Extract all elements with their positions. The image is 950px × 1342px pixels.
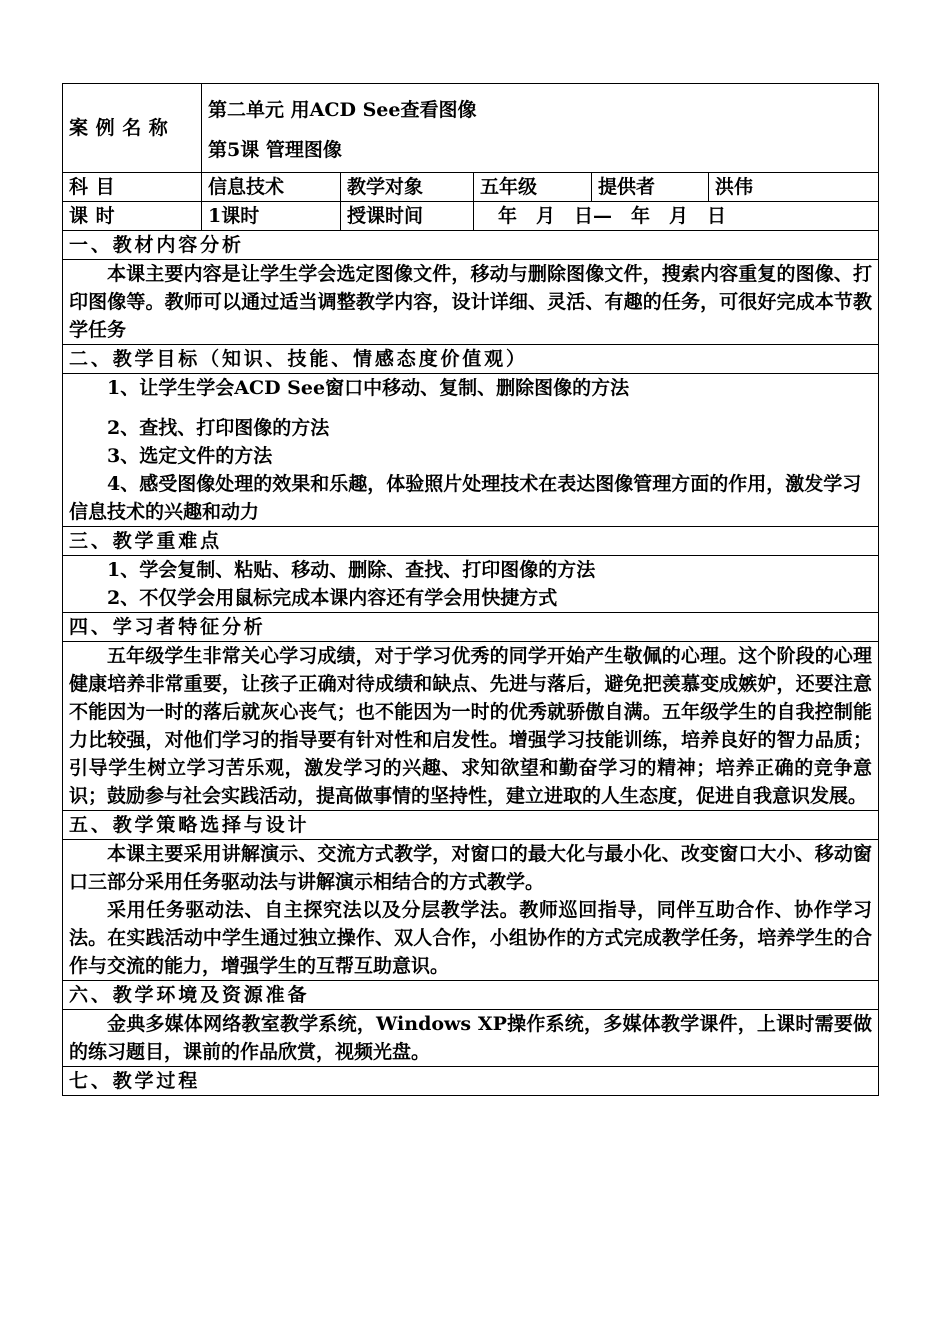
subject-value: 信息技术 [202, 173, 341, 202]
section-1-body-row [63, 260, 879, 345]
section-3-title-row [63, 527, 879, 556]
subject-label: 科目 [63, 173, 202, 202]
audience-label: 教学对象 [341, 173, 474, 202]
case-name-value [202, 84, 879, 173]
section-4-title-row [63, 613, 879, 642]
section-5-title-row [63, 811, 879, 840]
hours-value: 1课时 [202, 202, 341, 231]
section-4-body-row [63, 642, 879, 811]
section-1-body: 本课主要内容是让学生学会选定图像文件，移动与删除图像文件，搜索内容重复的图像、打印图像等。教师可以通过适当调整教学内容，设计详细、灵活、有趣的任务，可很好完成本节教学任务 [63, 260, 879, 345]
section-5-title: 五、教学策略选择与设计 [63, 811, 879, 840]
section-1-title: 一、教材内容分析 [63, 231, 879, 260]
section-5-body-row [63, 840, 879, 981]
section-4-title: 四、学习者特征分析 [63, 613, 879, 642]
section-6-title: 六、教学环境及资源准备 [63, 981, 879, 1010]
section-4-body: 五年级学生非常关心学习成绩，对于学习优秀的同学开始产生敬佩的心理。这个阶段的心理健康培养非常重要，让孩子正确对待成绩和缺点、先进与落后，避免把羡慕变成嫉妒，还要注意不能因为一时的落后就灰心丧气；也不能因为一时的优秀就骄傲自满。五年级学生的自我控制能力比较强，对他们学习的指导要有针对性和启发性。增强学习技能训练，培养良好的智力品质；引导学生树立学习苦乐观，激发学习的兴趣、求知欲望和勤奋学习的精神；培养正确的竞争意识；鼓励参与社会实践活动，提高做事情的坚持性，建立进取的人生态度，促进自我意识发展。 [63, 642, 879, 811]
section-2-body [63, 374, 879, 527]
provider-value: 洪伟 [709, 173, 879, 202]
section-2-body-row [63, 374, 879, 527]
audience-value: 五年级 [474, 173, 592, 202]
section-6-title-row [63, 981, 879, 1010]
section-3-body [63, 556, 879, 613]
unit-title: 第二单元 用ACD See查看图像 [208, 99, 477, 121]
section-5-body [63, 840, 879, 981]
strategy-paragraph-2: 采用任务驱动法、自主探究法以及分层教学法。教师巡回指导，同伴互助合作、协作学习法。在实践活动中学生通过独立操作、双人合作，小组协作的方式完成教学任务，培养学生的合作与交流的能力，增强学生的互帮互助意识。 [69, 899, 873, 977]
lesson-plan-table [62, 83, 879, 1096]
subject-row [63, 173, 879, 202]
case-name-row [63, 84, 879, 173]
section-6-body-row [63, 1010, 879, 1067]
case-name-label: 案例名称 [63, 84, 202, 173]
section-3-title: 三、教学重难点 [63, 527, 879, 556]
section-3-body-row [63, 556, 879, 613]
goal-item: 1、让学生学会ACD See窗口中移动、复制、删除图像的方法 [107, 377, 630, 399]
section-1-title-row [63, 231, 879, 260]
section-7-title-row [63, 1067, 879, 1096]
goal-item: 4、感受图像处理的效果和乐趣，体验照片处理技术在表达图像管理方面的作用，激发学习信息技术的兴趣和动力 [69, 473, 862, 523]
time-value: 年 月 日— 年 月 日 [474, 202, 879, 231]
key-point-item: 2、不仅学会用鼠标完成本课内容还有学会用快捷方式 [107, 587, 558, 609]
hours-label: 课时 [63, 202, 202, 231]
key-point-item: 1、学会复制、粘贴、移动、删除、查找、打印图像的方法 [107, 559, 596, 581]
goal-item: 3、选定文件的方法 [107, 445, 273, 467]
strategy-paragraph-1: 本课主要采用讲解演示、交流方式教学，对窗口的最大化与最小化、改变窗口大小、移动窗口三部分采用任务驱动法与讲解演示相结合的方式教学。 [69, 843, 873, 893]
section-6-body: 金典多媒体网络教室教学系统，Windows XP操作系统，多媒体教学课件，上课时需要做的练习题目，课前的作品欣赏，视频光盘。 [63, 1010, 879, 1067]
goal-item: 2、查找、打印图像的方法 [107, 417, 330, 439]
section-2-title: 二、教学目标（知识、技能、情感态度价值观） [63, 345, 879, 374]
section-2-title-row [63, 345, 879, 374]
section-7-title: 七、教学过程 [63, 1067, 879, 1096]
time-label: 授课时间 [341, 202, 474, 231]
lesson-title: 第5课 管理图像 [208, 139, 342, 161]
hours-row [63, 202, 879, 231]
provider-label: 提供者 [592, 173, 709, 202]
